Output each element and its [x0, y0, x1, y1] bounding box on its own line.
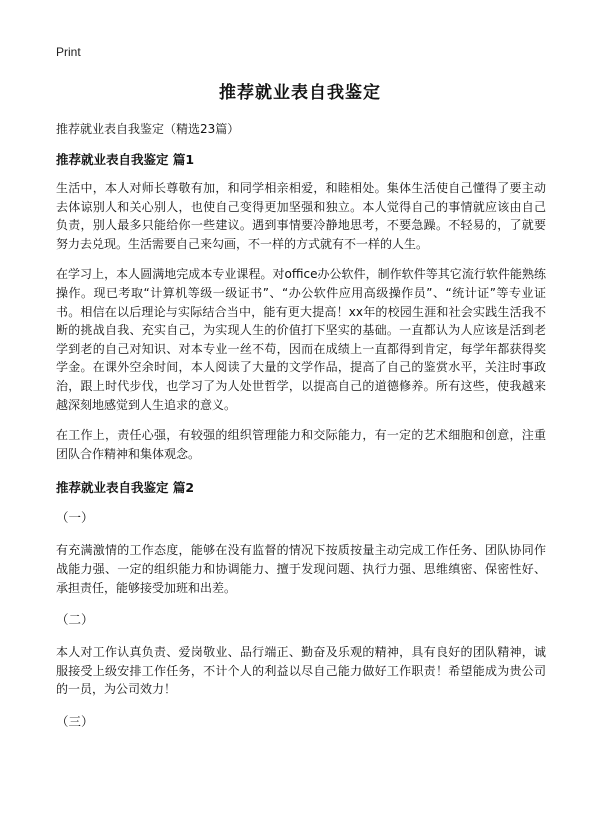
section-heading-2: 推荐就业表自我鉴定 篇2 [56, 480, 195, 496]
section-1-paragraph-2: 在学习上，本人圆满地完成本专业课程。对office办公软件，制作软件等其它流行软件能熟练操作。现已考取“计算机等级一级证书”、“办公软件应用高级操作员”、“统计证”等专业证书。相信在以后理论与实际结合当中，能有更大提高！xx年的校园生涯和社会实践生活我不断的挑战自我、充实自己，为实现人生的价值打下坚实的基础。一直都认为人应该是活到老学到老的自己对知识、对本专业一丝不苟，因而在成绩上一直都得到肯定，每学年都获得奖学金。在课外空余时间，本人阅读了大量的文学作品，提高了自己的鉴赏水平，关注时事政治，跟上时代步伐，也学习了为人处世哲学，以提高自己的道德修养。所有这些，使我越来越深刻地感觉到人生追求的意义。 [56, 267, 546, 412]
print-link[interactable]: Print [56, 45, 81, 59]
section-1-paragraph-3: 在工作上，责任心强，有较强的组织管理能力和交际能力，有一定的艺术细胞和创意，注重团队合作精神和集体观念。 [56, 428, 546, 461]
section-1-paragraph-1: 生活中，本人对师长尊敬有加，和同学相亲相爱，和睦相处。集体生活使自己懂得了要主动去体谅别人和关心别人，也使自己变得更加坚强和独立。本人觉得自己的事情就应该由自己负责，别人最多只能给你一些建议。遇到事情要冷静地思考，不要急躁。不轻易的，了就要努力去兑现。生活需要自己来勾画，不一样的方式就有不一样的人生。 [56, 181, 546, 251]
section-heading-1: 推荐就业表自我鉴定 篇1 [56, 152, 195, 167]
document-title: 推荐就业表自我鉴定 [219, 83, 381, 103]
section-2-part-2-label: （二） [56, 612, 94, 628]
document-subtitle: 推荐就业表自我鉴定（精选23篇） [56, 122, 240, 136]
document-body [56, 120, 546, 745]
section-2-part-1-text: 有充满激情的工作态度，能够在没有监督的情况下按质按量主动完成工作任务、团队协同作战能力强、一定的组织能力和协调能力、擅于发现问题、执行力强、思维缜密、保密性好、承担责任，能够接受加班和出差。 [56, 543, 546, 595]
section-2-part-3-label: （三） [56, 713, 94, 729]
section-2-part-2-text: 本人对工作认真负责、爱岗敬业、品行端正、勤奋及乐观的精神，具有良好的团队精神，诚服接受上级安排工作任务，不计个人的利益以尽自己能力做好工作职责！希望能成为贵公司的一员，为公司效力！ [56, 645, 546, 697]
section-2-part-1-label: （一） [56, 510, 94, 526]
